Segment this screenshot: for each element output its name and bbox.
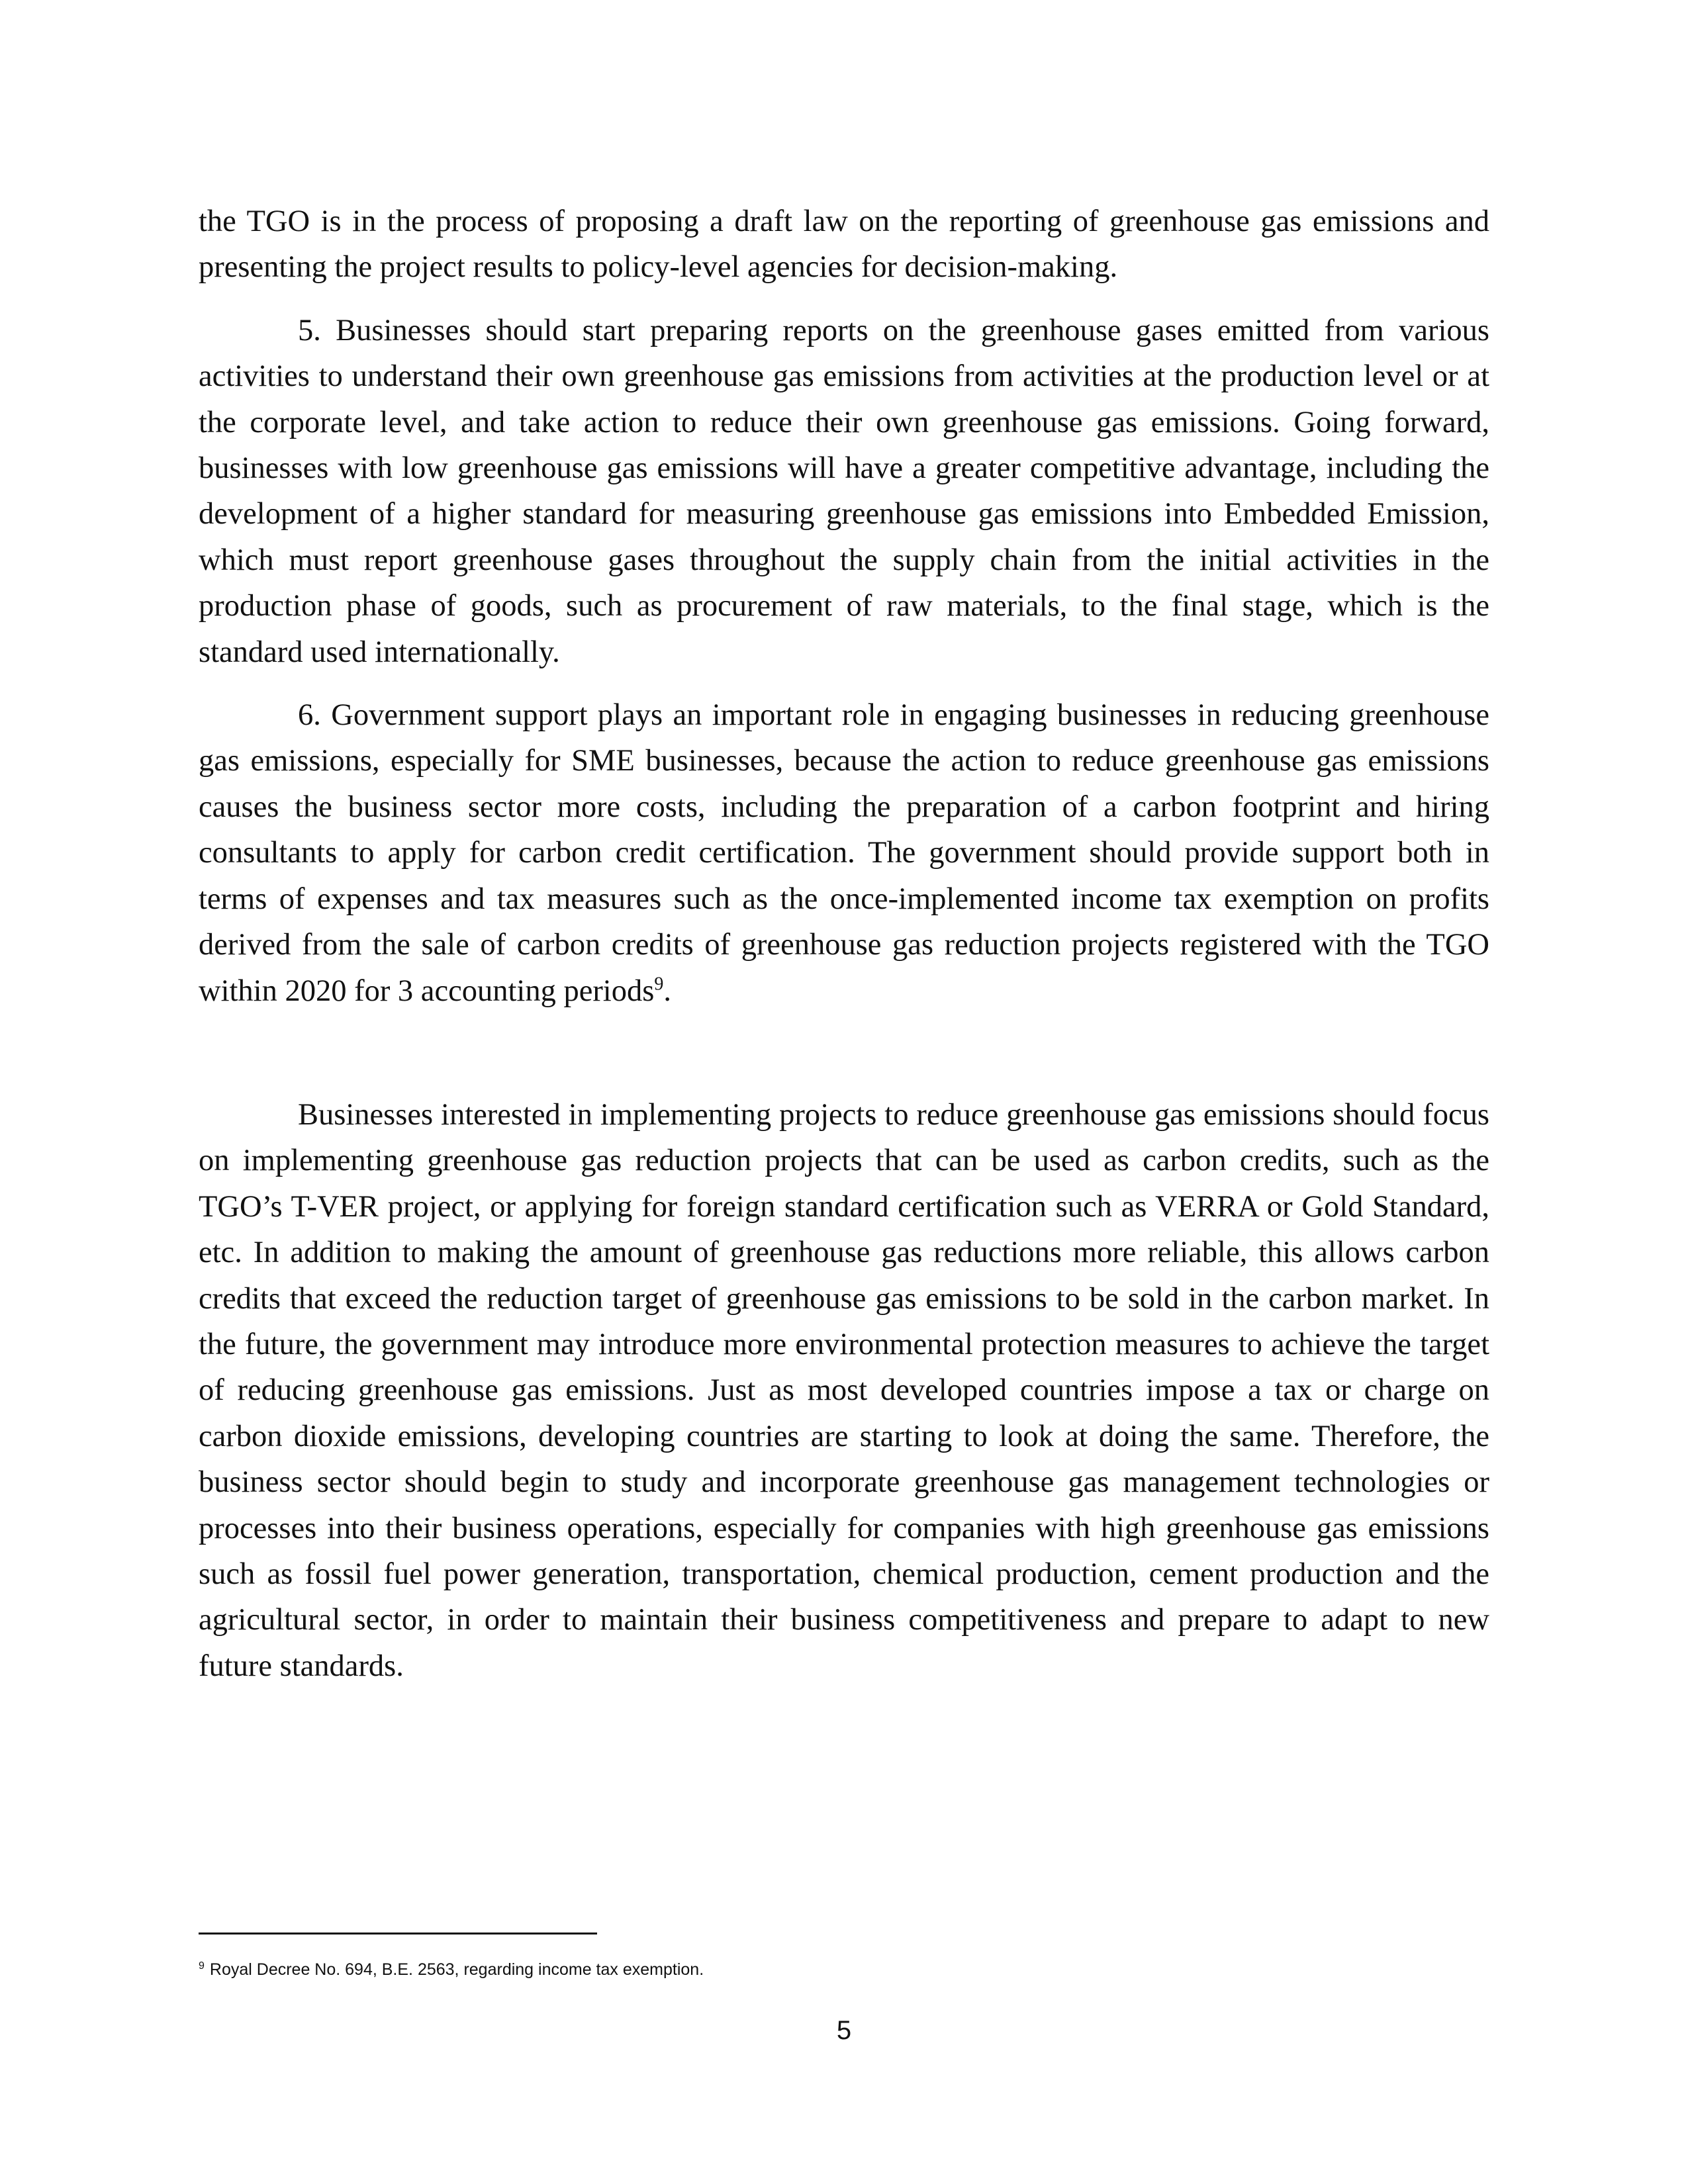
document-body [199,199,1489,1689]
paragraph-item-6-text: 6. Government support plays an important role in engaging businesses in reducing greenhouse gas emissions, especially for SME businesses, because the action to reduce greenhouse gas emissions causes the business sector more costs, including the preparation of a carbon footprint and hiring consultants to apply for carbon credit certification. The government should provide support both in terms of expenses and tax measures such as the once-implemented income tax exemption on profits derived from the sale of carbon credits of greenhouse gas reduction projects registered with the TGO within 2020 for 3 accounting periods [199,698,1489,1008]
paragraph-conclusion: Businesses interested in implementing projects to reduce greenhouse gas emissions should focus on implementing greenhouse gas reduction projects that can be used as carbon credits, such as the TGO’s T-VER project, or applying for foreign standard certification such as VERRA or Gold Standard, etc. In addition to making the amount of greenhouse gas reductions more reliable, this allows carbon credits that exceed the reduction target of greenhouse gas emissions to be sold in the carbon market. In the future, the government may introduce more environmental protection measures to achieve the target of reducing greenhouse gas emissions. Just as most developed countries impose a tax or charge on carbon dioxide emissions, developing countries are starting to look at doing the same. Therefore, the business sector should begin to study and incorporate greenhouse gas management technologies or processes into their business operations, especially for companies with high greenhouse gas emissions such as fossil fuel power generation, transportation, chemical production, cement production and the agricultural sector, in order to maintain their business competitiveness and prepare to adapt to new future standards. [199,1097,1489,1683]
footnote-reference[interactable]: 9 [654,974,664,994]
paragraph-item-6-period: . [663,974,671,1008]
paragraph-item-5: 5. Businesses should start preparing reports on the greenhouse gases emitted from various activities to understand their own greenhouse gas emissions from activities at the production level or at the corporate level, and take action to reduce their own greenhouse gas emissions. Going forward, businesses with low greenhouse gas emissions will have a greater competitive advantage, including the development of a higher standard for measuring greenhouse gas emissions into Embedded Emission, which must report greenhouse gases throughout the supply chain from the initial activities in the production phase of goods, such as procurement of raw materials, to the final stage, which is the standard used internationally. [199,313,1489,669]
footnote [199,1958,1489,1981]
footnote-text: Royal Decree No. 694, B.E. 2563, regarding income tax exemption. [209,1960,704,1979]
page-number: 5 [836,2016,852,2045]
footnote-separator [199,1933,597,1934]
paragraph-item-6 [199,692,1489,1014]
footnote-marker: 9 [199,1960,205,1972]
paragraph-continuation: the TGO is in the process of proposing a draft law on the reporting of greenhouse gas emissions and presenting the project results to policy-level agencies for decision-making. [199,205,1489,285]
